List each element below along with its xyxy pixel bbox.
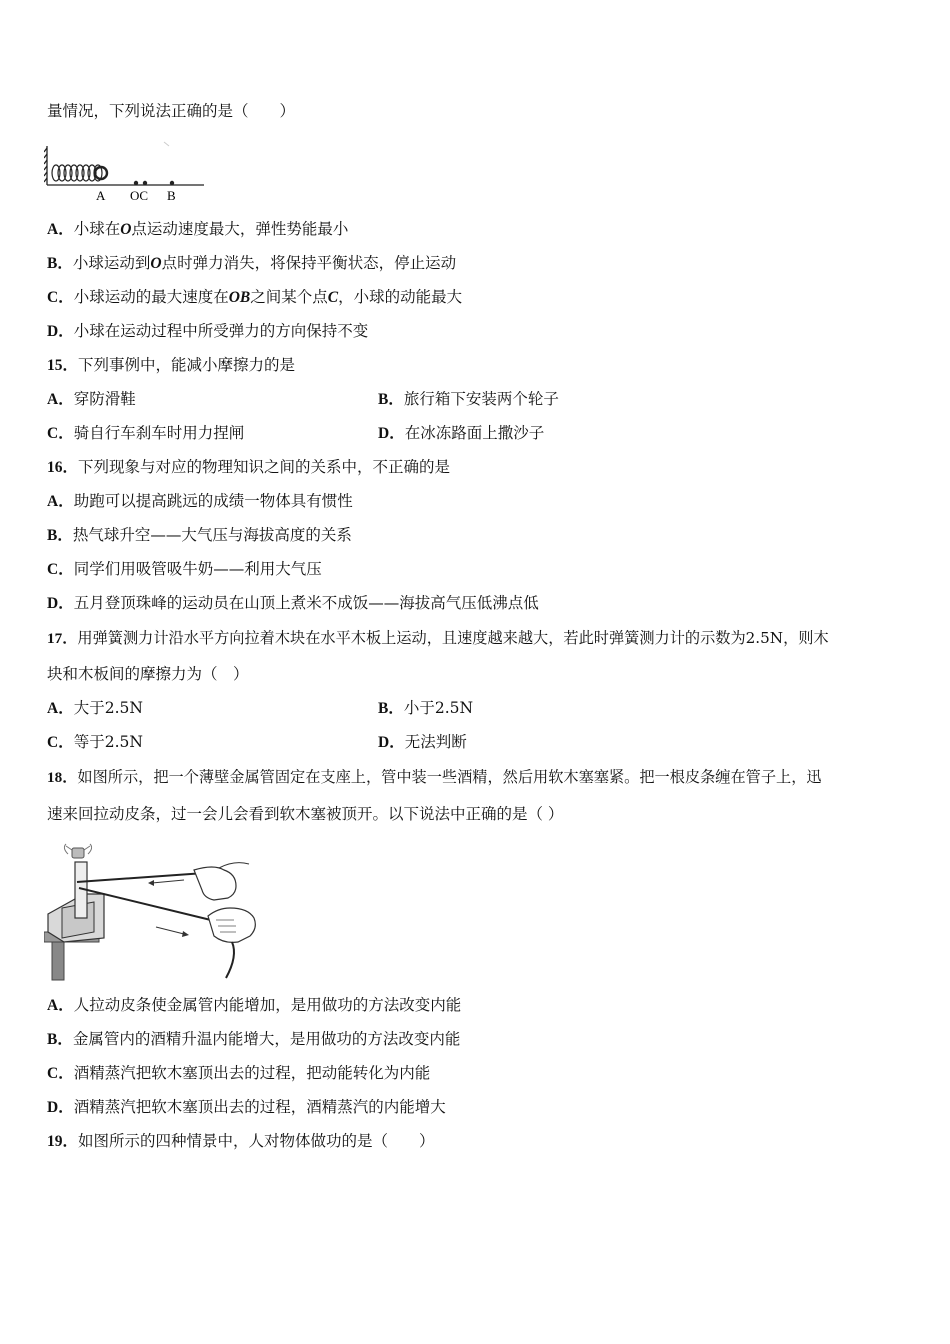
q17-option-d: D．无法判断 (378, 733, 467, 751)
q16-option-d: D．五月登顶珠峰的运动员在山顶上煮米不成饭——海拔高气压低沸点低 (47, 594, 539, 612)
q18-stem-line1: 18．如图所示，把一个薄壁金属管固定在支座上，管中装一些酒精，然后用软木塞塞紧。把一根皮条缠在管子上，迅 (47, 768, 822, 786)
q17-option-b: B．小于2.5N (378, 699, 474, 717)
q18-option-c: C．酒精蒸汽把软木塞顶出去的过程，把动能转化为内能 (47, 1064, 431, 1082)
q16-stem: 16．下列现象与对应的物理知识之间的关系中，不正确的是 (47, 458, 451, 476)
spring-ball-figure (44, 140, 209, 206)
q15-option-d: D．在冰冻路面上撒沙子 (378, 424, 545, 442)
q18-stem-line2: 速来回拉动皮条，过一会儿会看到软木塞被顶开。以下说法中正确的是（ ） (47, 805, 564, 823)
q17-stem-line1: 17．用弹簧测力计沿水平方向拉着木块在水平木板上运动，且速度越来越大，若此时弹簧测力计的示数为2.5N，则木 (47, 629, 829, 647)
q17-option-a: A．大于2.5N (47, 699, 143, 717)
q18-option-b: B．金属管内的酒精升温内能增大，是用做功的方法改变内能 (47, 1030, 461, 1048)
q15-option-c: C．骑自行车刹车时用力捏闸 (47, 424, 245, 442)
q14-option-c: C．小球运动的最大速度在OB之间某个点C，小球的动能最大 (47, 288, 463, 306)
q17-options-row2 (47, 732, 907, 753)
metal-tube-figure (44, 842, 274, 982)
label-oc: OC (130, 188, 149, 203)
q16-option-b: B．热气球升空——大气压与海拔高度的关系 (47, 526, 352, 544)
q18-option-d: D．酒精蒸汽把软木塞顶出去的过程，酒精蒸汽的内能增大 (47, 1098, 446, 1116)
q17-options-row1 (47, 698, 907, 719)
label-b: B (167, 188, 176, 203)
q15-option-b: B．旅行箱下安装两个轮子 (378, 390, 559, 408)
q17-stem-line2: 块和木板间的摩擦力为（ ） (47, 665, 249, 683)
q16-option-c: C．同学们用吸管吸牛奶——利用大气压 (47, 560, 322, 578)
q18-option-a: A．人拉动皮条使金属管内能增加，是用做功的方法改变内能 (47, 996, 462, 1014)
q19-stem: 19．如图所示的四种情景中，人对物体做功的是（ ） (47, 1132, 435, 1150)
q14-option-b: B．小球运动到O点时弹力消失，将保持平衡状态，停止运动 (47, 254, 457, 272)
q14-stem-tail: 量情况，下列说法正确的是（ ） (47, 102, 296, 120)
q16-option-a: A．助跑可以提高跳远的成绩一物体具有惯性 (47, 492, 353, 510)
q15-options-row1 (47, 389, 907, 410)
q15-option-a: A．穿防滑鞋 (47, 390, 136, 408)
label-a: A (96, 188, 106, 203)
q17-option-c: C．等于2.5N (47, 733, 143, 751)
q15-stem: 15．下列事例中，能减小摩擦力的是 (47, 356, 296, 374)
q15-options-row2 (47, 423, 907, 444)
q14-option-a: A．小球在O点运动速度最大，弹性势能最小 (47, 220, 349, 238)
q14-option-d: D．小球在运动过程中所受弹力的方向保持不变 (47, 322, 369, 340)
